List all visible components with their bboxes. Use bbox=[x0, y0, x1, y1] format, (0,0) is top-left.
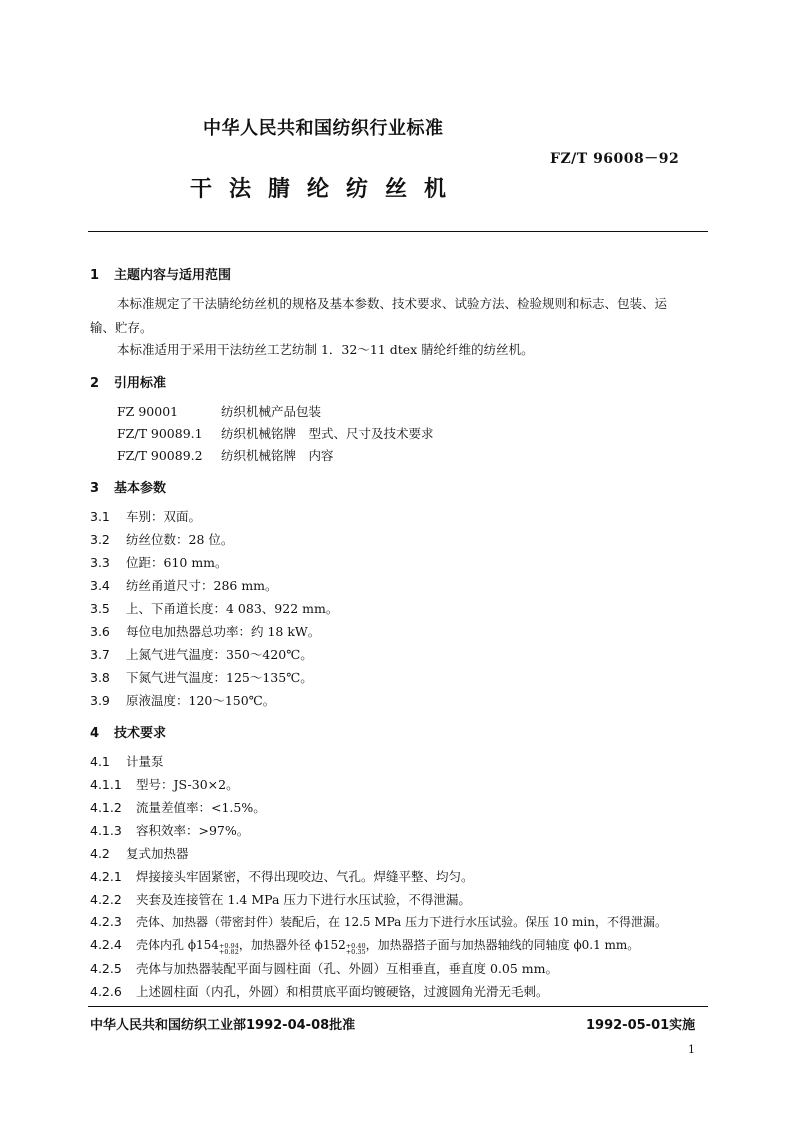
parameter-item: 3.3 位距：610 mm。 bbox=[90, 555, 228, 570]
requirement-item: 4.1 计量泵 bbox=[90, 754, 164, 769]
approval-line: 中华人民共和国纺织工业部1992-04-08批准 bbox=[90, 1018, 356, 1033]
tolerance-2: +0.40 +0.35 bbox=[345, 942, 366, 956]
requirement-item: 4.2.6 上述圆柱面（内孔，外圆）和相贯底平面均镀硬铬，过渡圆角光滑无毛刺。 bbox=[90, 984, 549, 999]
section-3-heading: 3 基本参数 bbox=[90, 481, 167, 496]
implementation-date: 1992-05-01实施 bbox=[586, 1018, 696, 1033]
reference-item: FZ 90001 纺织机械产品包装 bbox=[117, 404, 322, 419]
requirement-item: 4.2.2 夹套及连接管在 1.4 MPa 压力下进行水压试验，不得泄漏。 bbox=[90, 892, 471, 907]
requirement-item: 4.2.1 焊接接头牢固紧密，不得出现咬边、气孔。焊缝平整、均匀。 bbox=[90, 869, 474, 884]
section-1-heading: 1 主题内容与适用范围 bbox=[90, 268, 232, 283]
parameter-item: 3.6 每位电加热器总功率：约 18 kW。 bbox=[90, 624, 321, 639]
parameter-item: 3.4 纺丝甬道尺寸：286 mm。 bbox=[90, 578, 278, 593]
section-1-paragraph-2: 本标准适用于采用干法纺丝工艺纺制 1．32～11 dtex 腈纶纤维的纺丝机。 bbox=[117, 342, 534, 357]
requirement-item: 4.2.5 壳体与加热器装配平面与圆柱面（孔、外圆）互相垂直，垂直度 0.05 mm。 bbox=[90, 961, 558, 976]
issuing-organization: 中华人民共和国纺织行业标准 bbox=[203, 118, 444, 139]
reference-item: FZ/T 90089.1 纺织机械铭牌 型式、尺寸及技术要求 bbox=[117, 426, 434, 441]
requirement-item: 4.2.4 壳体内孔 ϕ154 +0.94 +0.82 ，加热器外径 ϕ152 +0.40 +0.35 ，加热器搭子面与加热器轴线的同轴度 ϕ0.1 mm。 bbox=[90, 937, 640, 956]
section-4-heading: 4 技术要求 bbox=[90, 726, 167, 741]
parameter-item: 3.2 纺丝位数：28 位。 bbox=[90, 532, 234, 547]
document-title: 干法腈纶纺丝机 bbox=[190, 177, 464, 202]
requirement-item: 4.1.3 容积效率：>97%。 bbox=[90, 823, 250, 838]
page-number: 1 bbox=[688, 1043, 695, 1056]
requirement-item: 4.2 复式加热器 bbox=[90, 846, 189, 861]
parameter-item: 3.9 原液温度：120～150℃。 bbox=[90, 693, 276, 708]
parameter-item: 3.7 上氮气进气温度：350～420℃。 bbox=[90, 647, 313, 662]
header-divider bbox=[88, 231, 708, 232]
parameter-item: 3.1 车别：双面。 bbox=[90, 509, 202, 524]
requirement-item: 4.1.1 型号：JS-30×2。 bbox=[90, 777, 239, 792]
reference-item: FZ/T 90089.2 纺织机械铭牌 内容 bbox=[117, 448, 334, 463]
section-2-heading: 2 引用标准 bbox=[90, 376, 167, 391]
requirement-item: 4.2.3 壳体、加热器（带密封件）装配后，在 12.5 MPa 压力下进行水压试验。保压 10 min，不得泄漏。 bbox=[90, 914, 667, 929]
standard-code: FZ/T 96008－92 bbox=[550, 151, 680, 167]
tolerance-1: +0.94 +0.82 bbox=[218, 942, 239, 956]
requirement-item: 4.1.2 流量差值率：<1.5%。 bbox=[90, 800, 266, 815]
section-1-paragraph-1-cont: 输、贮存。 bbox=[90, 320, 153, 335]
footer-divider bbox=[88, 1006, 708, 1007]
parameter-item: 3.8 下氮气进气温度：125～135℃。 bbox=[90, 670, 313, 685]
parameter-item: 3.5 上、下甬道长度：4 083、922 mm。 bbox=[90, 601, 339, 616]
section-1-paragraph-1: 本标准规定了干法腈纶纺丝机的规格及基本参数、技术要求、试验方法、检验规则和标志、包装、运 bbox=[117, 296, 668, 311]
